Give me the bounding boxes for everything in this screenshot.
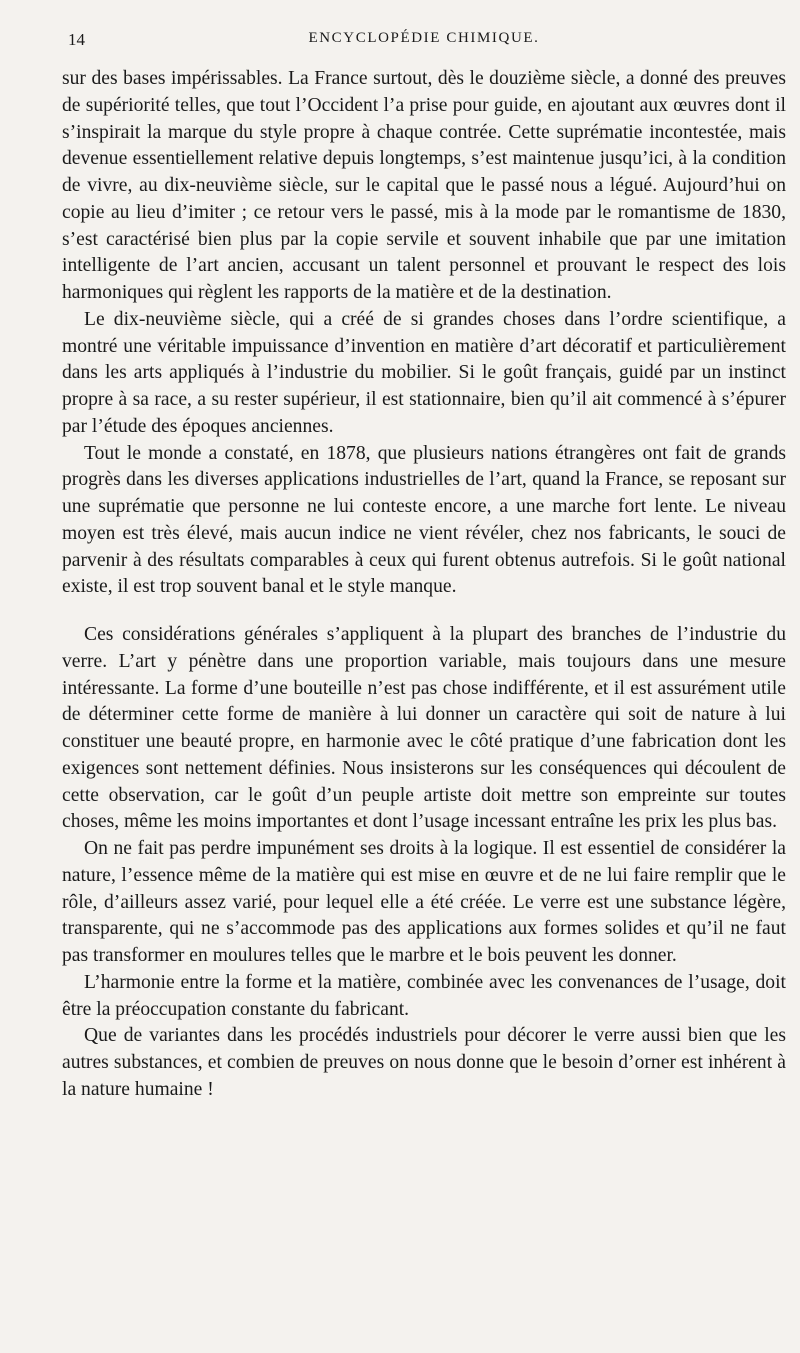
paragraph: On ne fait pas perdre impunément ses droits à la logique. Il est essentiel de considérer la nature, l’essence même de la matière qui est mise en œuvre et de ne lui faire remplir que le rôle, d’ailleurs assez varié, pour lequel elle a été créée. Le verre est une substance légère, transparente, qui ne s’accommode pas des applications aux formes solides et qu’il ne faut pas transformer en moulures telles que le marbre et le bois peuvent les donner. xyxy=(62,838,786,966)
page-number: 14 xyxy=(68,30,85,49)
paragraph: Le dix-neuvième siècle, qui a créé de si grandes choses dans l’ordre scientifique, a montré une véritable impuissance d’invention en matière d’art décoratif et particulièrement dans les arts appliqués à l’industrie du mobilier. Si le goût français, guidé par un instinct propre à sa race, a su rester supérieur, il est stationnaire, bien qu’il ait commencé à s’épurer par l’étude des époques anciennes. xyxy=(62,308,786,437)
paragraph: Tout le monde a constaté, en 1878, que plusieurs nations étrangères ont fait de grands progrès dans les diverses applications industrielles de l’art, quand la France, se reposant sur une suprématie que personne ne lui conteste encore, a une marche fort lente. Le niveau moyen est très élevé, mais aucun indice ne vient révéler, chez nos fabricants, le souci de parvenir à des résultats comparables à ceux qui furent obtenus autrefois. Si le goût national existe, il est trop souvent banal et le style manque. xyxy=(62,442,786,598)
body-text xyxy=(62,66,786,1104)
paragraph: Ces considérations générales s’appliquent à la plupart des branches de l’industrie du verre. L’art y pénètre dans une proportion variable, mais toujours dans une mesure intéressante. La forme d’une bouteille n’est pas chose indifférente, et il est assurément utile de déterminer cette forme de manière à lui donner un caractère qui soit de nature à lui constituer une beauté propre, en harmonie avec le côté pratique d’une fabrication dont les exigences sont nettement définies. Nous insisterons sur les conséquences qui découlent de cette observation, car le goût d’un peuple artiste doit mettre son empreinte sur toutes choses, même les moins importantes et dont l’usage incessant entraîne les prix les plus bas. xyxy=(62,624,786,833)
paragraph: L’harmonie entre la forme et la matière, combinée avec les convenances de l’usage, doit être la préoccupation constante du fabricant. xyxy=(62,971,786,1020)
running-head xyxy=(62,30,786,66)
paragraph: sur des bases impérissables. La France surtout, dès le douzième siècle, a donné des preuves de supériorité telles, que tout l’Occident l’a prise pour guide, en ajoutant aux œuvres dont il s’inspirait la marque du style propre à chaque contrée. Cette suprématie incontestée, mais devenue essentiellement relative depuis longtemps, s’est maintenue jusqu’ici, à la condition de vivre, au dix-neuvième siècle, sur le capital que le passé nous a légué. Aujourd’hui on copie au lieu d’imiter ; ce retour vers le passé, mis à la mode par le romantisme de 1830, s’est caractérisé bien plus par la copie servile et souvent inhabile que par une imitation intelligente de l’art ancien, accusant un talent personnel et prouvant le respect des lois harmoniques qui règlent les rapports de la matière et de la destination. xyxy=(62,68,786,303)
paragraph: Que de variantes dans les procédés industriels pour décorer le verre aussi bien que les autres substances, et combien de preuves on nous donne que le besoin d’orner est inhérent à la nature humaine ! xyxy=(62,1025,786,1100)
page-header-title: ENCYCLOPÉDIE CHIMIQUE. xyxy=(308,30,540,46)
